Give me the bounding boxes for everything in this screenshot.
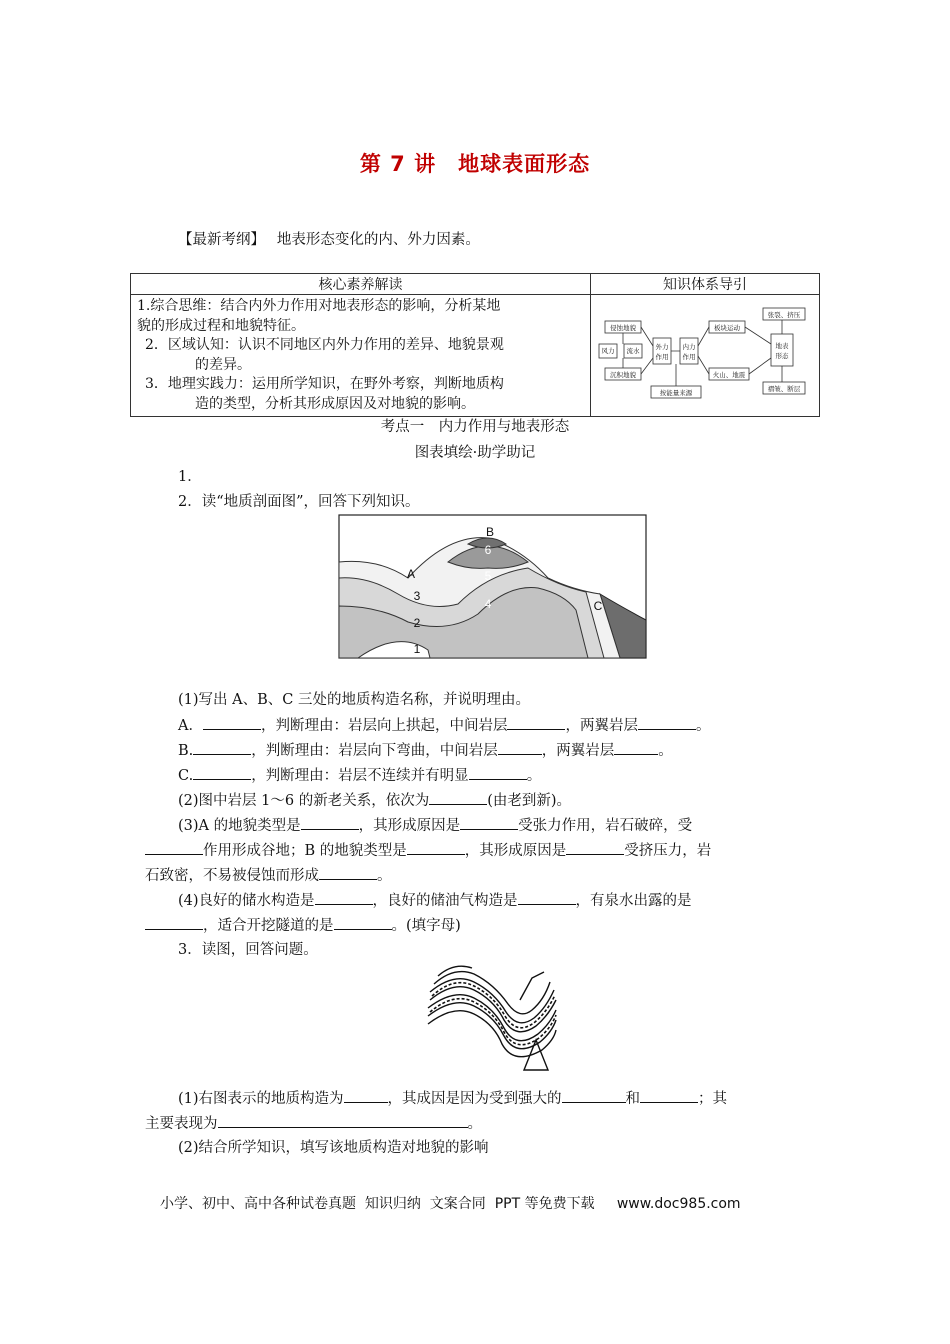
label-internal: 内力 [682, 343, 696, 351]
label-volcano: 火山、地震 [712, 371, 746, 379]
label-water: 流水 [626, 347, 640, 355]
blank[interactable] [344, 1088, 388, 1103]
q2-p4-l2b: 。(填字母) [391, 918, 461, 934]
question-3-stem: 3．读图，回答问题。 [178, 942, 318, 958]
blank[interactable] [429, 790, 487, 805]
q3-part1-line2 [145, 1113, 482, 1134]
table-header-right: 知识体系导引 [591, 274, 820, 295]
figure-label-B: B [485, 525, 495, 539]
q3-p1-text: (1)右图表示的地质构造为 [178, 1091, 344, 1107]
layer-label-3: 3 [413, 589, 421, 603]
blank[interactable] [193, 765, 251, 780]
literacy-item-3-line-2: 造的类型，分析其形成原因及对地貌的影响。 [195, 395, 475, 412]
q2-p3-l3a: 石致密，不易被侵蚀而形成 [145, 868, 319, 884]
q2-a-prefix: A． [178, 718, 203, 734]
q3-p1-l2a: 主要表现为 [145, 1116, 218, 1132]
syllabus-label: 【最新考纲】 [178, 232, 258, 248]
fold-sketch-figure [424, 960, 560, 1072]
section-title: 考点一 内力作用与地表形态 [380, 419, 570, 435]
q2-part1-question: (1)写出 A、B、C 三处的地质构造名称，并说明理由。 [178, 692, 530, 708]
q2-part1-a [178, 715, 710, 736]
q3-p1-mid2: 和 [625, 1091, 641, 1107]
blank[interactable] [145, 840, 203, 855]
q2-p4-mid2: ，有泉水出露的是 [575, 893, 692, 909]
layer-label-2: 2 [413, 616, 421, 630]
q2-a-end: 。 [695, 718, 711, 734]
q2-part2 [178, 790, 571, 811]
q2-part3-line1 [178, 815, 692, 836]
q2-p2-end: (由老到新)。 [487, 793, 572, 809]
q2-part4-line2 [145, 915, 461, 936]
blank[interactable] [460, 815, 518, 830]
q2-part4-line1 [178, 890, 692, 911]
layer-label-1: 1 [413, 642, 421, 656]
q3-p1-l2b: 。 [467, 1116, 482, 1132]
label-internal-2: 作用 [682, 353, 696, 361]
question-2-stem: 2．读“地质剖面图”，回答下列知识。 [178, 494, 420, 510]
blank[interactable] [469, 765, 527, 780]
layer-label-4: 4 [484, 597, 492, 611]
label-crack: 张裂、挤压 [767, 311, 801, 319]
q3-part2: (2)结合所学知识，填写该地质构造对地貌的影响 [178, 1140, 489, 1156]
q2-p4-l2a: ，适合开挖隧道的是 [203, 918, 334, 934]
blank[interactable] [638, 715, 696, 730]
geologic-section-figure [338, 514, 648, 660]
syllabus-text: 地表形态变化的内、外力因素。 [276, 232, 480, 248]
blank[interactable] [507, 715, 565, 730]
blank[interactable] [319, 865, 377, 880]
table-header-left: 核心素养解读 [131, 274, 591, 295]
q2-p2-text: (2)图中岩层 1～6 的新老关系，依次为 [178, 793, 430, 809]
q2-p3-l2c: 受挤压力，岩 [624, 843, 712, 859]
q2-a-reason-2: ，两翼岩层 [565, 718, 638, 734]
label-external: 外力 [655, 343, 669, 351]
label-energy: 按能量来源 [659, 389, 693, 397]
q2-b-reason-2: ，两翼岩层 [541, 743, 615, 759]
blank[interactable] [334, 915, 392, 930]
blank[interactable] [315, 890, 373, 905]
q2-part3-line2 [145, 840, 711, 861]
blank[interactable] [640, 1088, 698, 1103]
q2-p3-l2a: 作用形成谷地；B 的地貌类型是 [203, 843, 407, 859]
section-subtitle: 图表填绘·助学助记 [414, 445, 536, 461]
figure-label-C: C [593, 599, 603, 613]
q3-part1-line1 [178, 1088, 727, 1109]
q2-c-end: 。 [526, 768, 542, 784]
blank[interactable] [218, 1113, 468, 1128]
q2-p3-l2b: ，其形成原因是 [464, 843, 567, 859]
label-surface-2: 形态 [775, 352, 789, 360]
q2-p3-text: (3)A 的地貌类型是 [178, 818, 301, 834]
label-erosion: 侵蚀地貌 [610, 324, 636, 332]
footer-text: 小学、初中、高中各种试卷真题 知识归纳 文案合同 PPT 等免费下载 www.doc985.com [160, 1196, 741, 1212]
blank[interactable] [566, 840, 624, 855]
literacy-list [131, 295, 591, 417]
q3-p1-end: ；其 [698, 1091, 728, 1107]
q2-a-reason: ，判断理由：岩层向上拱起，中间岩层 [260, 718, 508, 734]
label-deposit: 沉积地貌 [610, 371, 636, 379]
blank[interactable] [145, 915, 203, 930]
literacy-item-3-line-1: 3．地理实践力：运用所学知识，在野外考察，判断地质构 [145, 376, 504, 392]
q2-p4-mid1: ，良好的储油气构造是 [372, 893, 518, 909]
q2-p3-mid1: ，其形成原因是 [358, 818, 461, 834]
node-surface [771, 334, 793, 366]
q2-p3-l3b: 。 [377, 868, 392, 884]
q2-part1-c [178, 765, 541, 786]
knowledge-diagram-cell [591, 295, 820, 417]
q2-c-prefix: C. [178, 768, 194, 784]
blank[interactable] [407, 840, 465, 855]
question-1: 1． [178, 469, 202, 485]
q2-p3-mid2: 受张力作用，岩石破碎，受 [518, 818, 693, 834]
literacy-item-2-line-1: 2．区域认知：认识不同地区内外力作用的差异、地貌景观 [145, 337, 504, 353]
label-fold: 褶皱、断层 [767, 385, 801, 393]
blank[interactable] [203, 715, 261, 730]
label-plate: 板块运动 [714, 324, 740, 332]
blank[interactable] [301, 815, 359, 830]
blank[interactable] [193, 740, 251, 755]
label-wind: 风力 [601, 347, 615, 355]
q2-part3-line3 [145, 865, 392, 886]
syllabus [178, 230, 480, 250]
layer-label-6: 6 [484, 543, 492, 557]
literacy-item-1-line-2: 貌的形成过程和地貌特征。 [137, 317, 305, 334]
knowledge-diagram [591, 306, 819, 402]
literacy-table [130, 273, 820, 417]
literacy-item-1-line-1: 1.综合思维：结合内外力作用对地表形态的影响，分析某地 [137, 298, 501, 314]
figure-label-A: A [406, 567, 416, 581]
q3-p1-mid1: ，其成因是因为受到强大的 [387, 1091, 562, 1107]
blank[interactable] [498, 740, 542, 755]
blank[interactable] [562, 1088, 626, 1103]
q2-b-end: 。 [658, 743, 673, 759]
q2-b-reason: ，判断理由：岩层向下弯曲，中间岩层 [251, 743, 498, 759]
page-title: 第 7 讲 地球表面形态 [359, 152, 591, 176]
q2-c-reason: ，判断理由：岩层不连续并有明显 [251, 768, 469, 784]
blank[interactable] [518, 890, 576, 905]
q2-part1-b [178, 740, 673, 761]
literacy-item-2-line-2: 的差异。 [195, 356, 251, 373]
label-external-2: 作用 [655, 353, 669, 361]
q2-b-prefix: B. [178, 743, 194, 759]
layer-label-5: 5 [484, 569, 492, 583]
label-surface: 地表 [775, 342, 789, 350]
blank[interactable] [614, 740, 658, 755]
q2-p4-text: (4)良好的储水构造是 [178, 893, 315, 909]
